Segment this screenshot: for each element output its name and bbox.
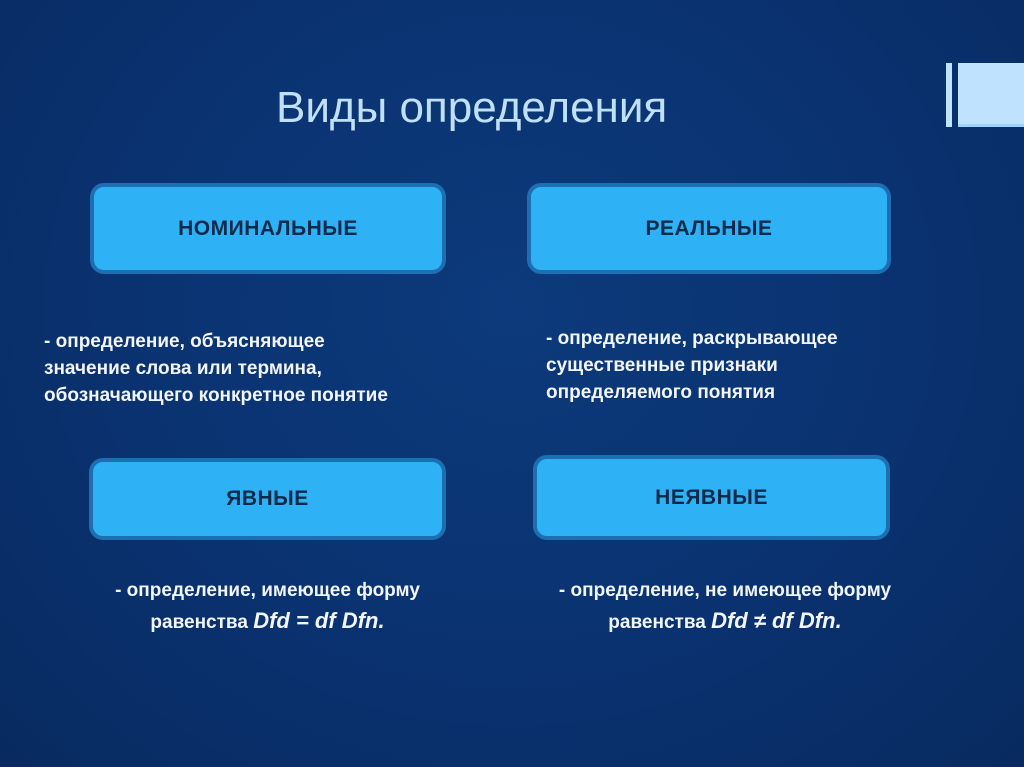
description-line: значение слова или термина, bbox=[44, 358, 322, 379]
nominal-definition-box[interactable] bbox=[90, 183, 446, 274]
description-line bbox=[40, 606, 495, 638]
implicit-description bbox=[505, 576, 945, 638]
description-prefix: равенства bbox=[608, 612, 712, 633]
description-line: - определение, раскрывающее bbox=[546, 328, 838, 349]
real-description bbox=[546, 325, 946, 406]
description-line: - определение, не имеющее форму bbox=[558, 580, 892, 601]
slide-title: Виды определения bbox=[276, 83, 668, 132]
implicit-box-label: НЕЯВНЫЕ bbox=[655, 485, 768, 509]
equality-formula: Dfd = df Dfn. bbox=[253, 608, 385, 633]
description-line: определяемого понятия bbox=[546, 382, 776, 403]
description-prefix: равенства bbox=[150, 612, 254, 633]
description-line: существенные признаки bbox=[546, 355, 778, 376]
implicit-definition-box[interactable] bbox=[533, 455, 890, 540]
corner-decoration-bar bbox=[946, 63, 952, 127]
description-line: - определение, имеющее форму bbox=[115, 580, 420, 601]
explicit-definition-box[interactable] bbox=[89, 458, 446, 540]
description-line bbox=[505, 606, 945, 638]
explicit-description bbox=[40, 576, 495, 638]
description-line: - определение, объясняющее bbox=[44, 331, 325, 352]
nominal-description bbox=[44, 328, 484, 409]
inequality-formula: Dfd ≠ df Dfn. bbox=[711, 608, 842, 633]
real-definition-box[interactable] bbox=[527, 183, 891, 274]
description-line: обозначающего конкретное понятие bbox=[44, 385, 388, 406]
nominal-box-label: НОМИНАЛЬНЫЕ bbox=[178, 216, 358, 240]
real-box-label: РЕАЛЬНЫЕ bbox=[645, 216, 773, 240]
explicit-box-label: ЯВНЫЕ bbox=[226, 487, 309, 510]
corner-decoration-block bbox=[958, 63, 1024, 127]
